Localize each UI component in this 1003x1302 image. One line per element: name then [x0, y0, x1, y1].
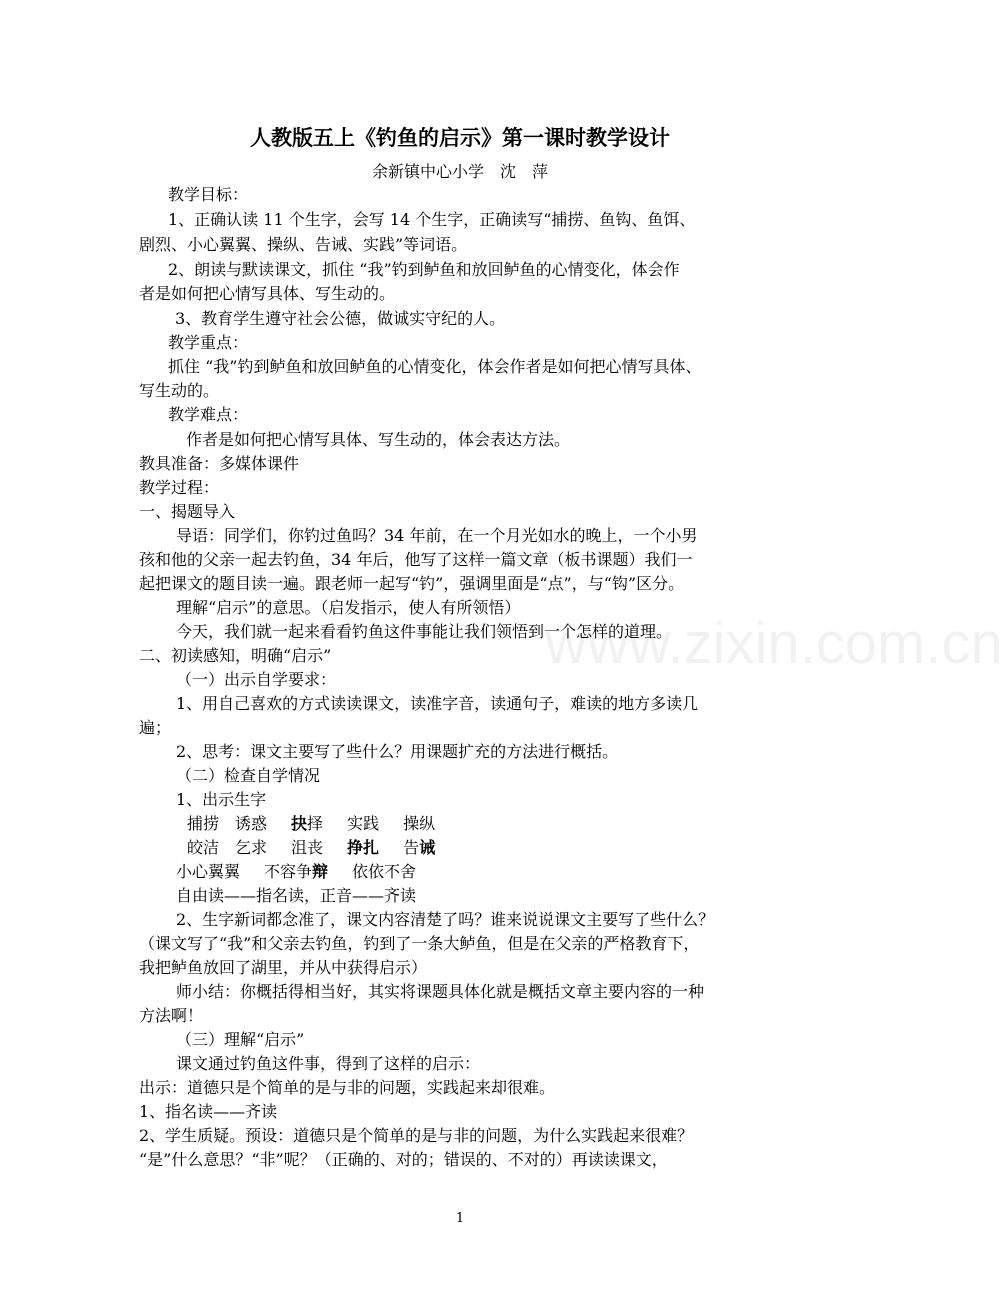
- author-line: 余新镇中心小学 沈 萍: [371, 162, 548, 181]
- vocab-row-1: [187, 814, 435, 834]
- text-line: 遍；: [139, 718, 172, 737]
- text-line: 剧烈、小心翼翼、操纵、告诫、实践”等词语。: [139, 235, 468, 254]
- section-heading: 一、揭题导入: [139, 502, 236, 521]
- page-number: 1: [455, 1211, 465, 1226]
- text-line: 出示：道德只是个简单的是与非的问题，实践起来却很难。: [139, 1078, 556, 1097]
- text-line: 抓住 “我”钓到鲈鱼和放回鲈鱼的心情变化，体会作者是如何把心情写具体、: [168, 357, 702, 376]
- difficulty-heading: 教学难点：: [168, 405, 249, 424]
- text-line: 孩和他的父亲一起去钓鱼，34 年后，他写了这样一篇文章（板书课题）我们一: [139, 550, 693, 569]
- vocab-word: 诱惑: [235, 814, 268, 833]
- page-title: 人教版五上《钓鱼的启示》第一课时教学设计: [250, 126, 670, 150]
- text-line: 今天，我们就一起来看看钓鱼这件事能让我们领悟到一个怎样的道理。: [176, 622, 673, 641]
- subsection-heading: （三）理解“启示”: [176, 1030, 305, 1049]
- vocab-word: 捕捞: [187, 814, 220, 833]
- text-line: 3、教育学生遵守社会公德，做诚实守纪的人。: [175, 309, 506, 328]
- vocab-word: 乞求: [235, 838, 268, 857]
- text-line: 1、用自己喜欢的方式读读课文，读准字音，读通句子，难读的地方多读几: [176, 694, 699, 713]
- key-points-heading: 教学重点：: [168, 333, 249, 352]
- text-line: 导语：同学们，你钓过鱼吗？34 年前，在一个月光如水的晚上，一个小男: [176, 526, 698, 545]
- objectives-heading: 教学目标：: [168, 185, 249, 204]
- text-line: 2、生字新词都念准了，课文内容清楚了吗？谁来说说课文主要写了些什么？: [176, 910, 715, 929]
- text-line: 2、朗读与默读课文，抓住 “我”钓到鲈鱼和放回鲈鱼的心情变化，体会作: [168, 260, 680, 279]
- vocab-word: 实践: [347, 814, 380, 833]
- text-line: （课文写了“我”和父亲去钓鱼，钓到了一条大鲈鱼，但是在父亲的严格教育下，: [139, 934, 700, 953]
- text-line: 者是如何把心情写具体、写生动的。: [139, 284, 396, 303]
- subsection-heading: （一）出示自学要求：: [176, 670, 337, 689]
- vocab-word: 挣扎: [347, 838, 380, 857]
- text-line: 1、指名读——齐读: [139, 1102, 278, 1121]
- subsection-heading: （二）检查自学情况: [176, 766, 321, 785]
- text-line: 教具准备：多媒体课件: [139, 454, 300, 473]
- vocab-word: 告诫: [403, 838, 436, 857]
- text-line: 师小结：你概括得相当好，其实将课题具体化就是概括文章主要内容的一种: [176, 982, 705, 1001]
- text-line: 课文通过钓鱼这件事，得到了这样的启示：: [176, 1054, 481, 1073]
- vocab-word: 依依不舍: [352, 862, 417, 881]
- text-line: 我把鲈鱼放回了湖里，并从中获得启示）: [139, 958, 428, 977]
- text-line: 写生动的。: [139, 381, 220, 400]
- text-line: 2、思考：课文主要写了些什么？用课题扩充的方法进行概括。: [176, 742, 619, 761]
- vocab-word: 小心翼翼: [176, 862, 241, 881]
- vocab-word: 不容争辩: [264, 862, 329, 881]
- text-line: 方法啊！: [139, 1006, 204, 1025]
- vocab-word: 抉择: [291, 814, 324, 833]
- text-line: 1、正确认读 11 个生字，会写 14 个生字，正确读写“捕捞、鱼钩、鱼饵、: [168, 210, 696, 229]
- text-line: 理解“启示”的意思。（启发指示，使人有所领悟）: [176, 598, 521, 617]
- process-heading: 教学过程：: [139, 478, 220, 497]
- text-line: “是”什么意思？“非”呢？（正确的、对的；错误的、不对的）再读读课文，: [139, 1150, 668, 1169]
- text-line: 1、出示生字: [176, 790, 267, 809]
- text-line: 起把课文的题目读一遍。跟老师一起写“钓”，强调里面是“点”，与“钩”区分。: [139, 574, 685, 593]
- text-line: 作者是如何把心情写具体、写生动的，体会表达方法。: [186, 430, 571, 449]
- section-heading: 二、初读感知，明确“启示”: [139, 646, 332, 665]
- watermark: www.zixin.com.cn: [545, 611, 1003, 676]
- vocab-word: 操纵: [403, 814, 436, 833]
- text-line: 自由读——指名读，正音——齐读: [176, 886, 417, 905]
- vocab-row-2: [187, 838, 435, 858]
- vocab-word: 皎洁: [187, 838, 220, 857]
- text-line: 2、学生质疑。预设：道德只是个简单的是与非的问题，为什么实践起来很难？: [139, 1126, 694, 1145]
- vocab-row-3: [176, 862, 416, 882]
- vocab-word: 沮丧: [291, 838, 324, 857]
